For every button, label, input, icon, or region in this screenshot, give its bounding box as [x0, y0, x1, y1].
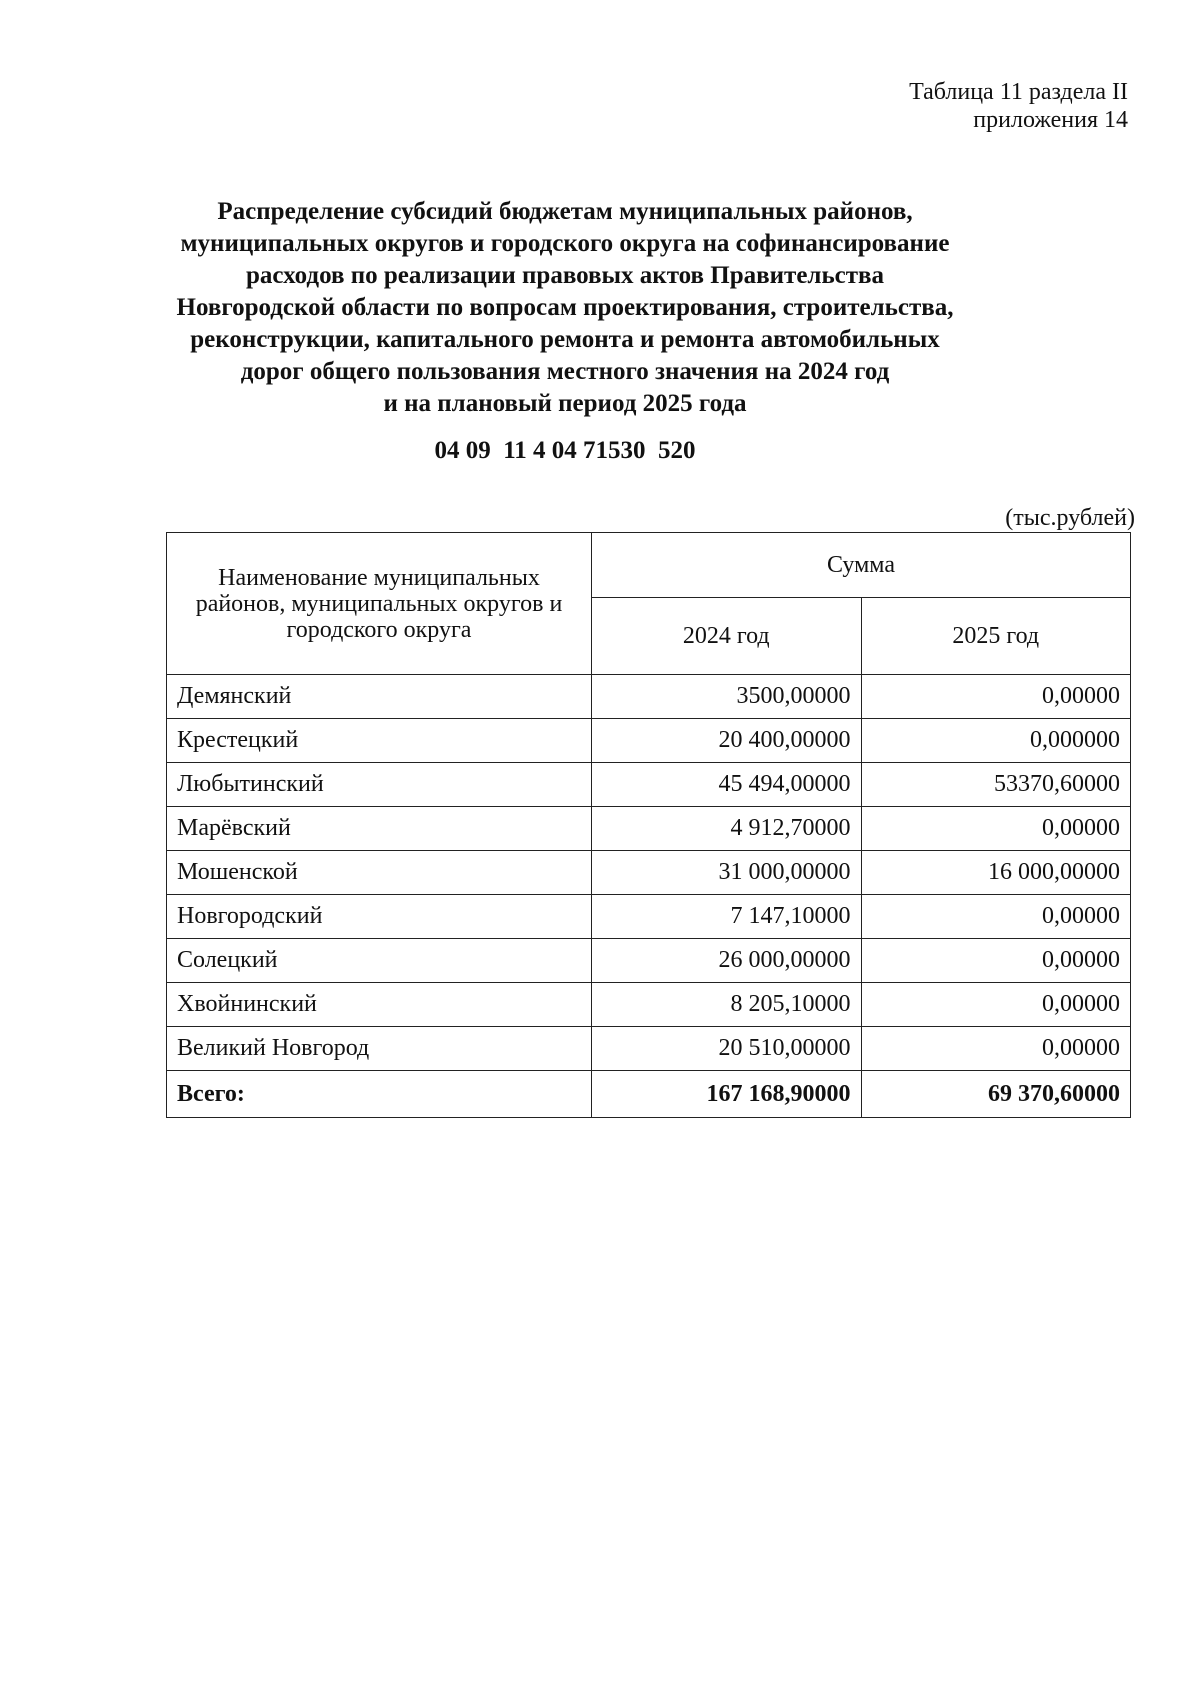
column-header-sum: Сумма — [592, 533, 1131, 598]
budget-classification-code: 04 09 11 4 04 71530 520 — [434, 437, 696, 464]
subsidy-table — [166, 532, 1131, 1118]
amount-2025: 0,00000 — [861, 1027, 1131, 1071]
total-label: Всего: — [167, 1071, 592, 1118]
district-name: Марёвский — [167, 807, 592, 851]
table-row — [167, 851, 1131, 895]
title-line: расходов по реализации правовых актов Правительства — [245, 262, 885, 289]
amount-2024: 45 494,00000 — [592, 763, 862, 807]
district-name: Хвойнинский — [167, 983, 592, 1027]
amount-2024: 26 000,00000 — [592, 939, 862, 983]
table-row — [167, 983, 1131, 1027]
amount-2025: 0,00000 — [861, 983, 1131, 1027]
amount-2025: 0,00000 — [861, 939, 1131, 983]
title-line: муниципальных округов и городского округа на софинансирование — [180, 230, 950, 257]
amount-2025: 53370,60000 — [861, 763, 1131, 807]
amount-2024: 4 912,70000 — [592, 807, 862, 851]
amount-2024: 31 000,00000 — [592, 851, 862, 895]
column-header-2024: 2024 год — [592, 598, 862, 675]
title-line: и на плановый период 2025 года — [383, 390, 747, 417]
district-name: Мошенской — [167, 851, 592, 895]
amount-2025: 0,00000 — [861, 807, 1131, 851]
amount-2025: 0,00000 — [861, 675, 1131, 719]
table-reference-line-2: приложения 14 — [973, 107, 1128, 133]
district-name: Любытинский — [167, 763, 592, 807]
document-title — [150, 196, 980, 420]
title-line: Распределение субсидий бюджетам муниципальных районов, — [217, 198, 913, 225]
table-row — [167, 1027, 1131, 1071]
table-row — [167, 895, 1131, 939]
table-row — [167, 675, 1131, 719]
table-row — [167, 763, 1131, 807]
amount-2024: 7 147,10000 — [592, 895, 862, 939]
amount-2025: 0,00000 — [861, 895, 1131, 939]
district-name: Новгородский — [167, 895, 592, 939]
amount-2025: 0,000000 — [861, 719, 1131, 763]
total-2025: 69 370,60000 — [861, 1071, 1131, 1118]
amount-2024: 20 510,00000 — [592, 1027, 862, 1071]
title-line: реконструкции, капитального ремонта и ремонта автомобильных — [190, 326, 940, 353]
table-reference-line-1: Таблица 11 раздела II — [909, 79, 1128, 105]
table-row — [167, 939, 1131, 983]
units-label: (тыс.рублей) — [1005, 505, 1135, 531]
amount-2024: 8 205,10000 — [592, 983, 862, 1027]
table-reference-note — [909, 78, 1128, 134]
amount-2024: 20 400,00000 — [592, 719, 862, 763]
district-name: Великий Новгород — [167, 1027, 592, 1071]
title-line: дорог общего пользования местного значения на 2024 год — [240, 358, 890, 385]
column-header-2025: 2025 год — [861, 598, 1131, 675]
table-row — [167, 719, 1131, 763]
district-name: Демянский — [167, 675, 592, 719]
amount-2024: 3500,00000 — [592, 675, 862, 719]
column-header-name: Наименование муниципальных районов, муниципальных округов и городского округа — [167, 533, 592, 675]
table-row — [167, 807, 1131, 851]
total-2024: 167 168,90000 — [592, 1071, 862, 1118]
total-row — [167, 1071, 1131, 1118]
title-line: Новгородской области по вопросам проектирования, строительства, — [176, 294, 954, 321]
district-name: Крестецкий — [167, 719, 592, 763]
amount-2025: 16 000,00000 — [861, 851, 1131, 895]
district-name: Солецкий — [167, 939, 592, 983]
